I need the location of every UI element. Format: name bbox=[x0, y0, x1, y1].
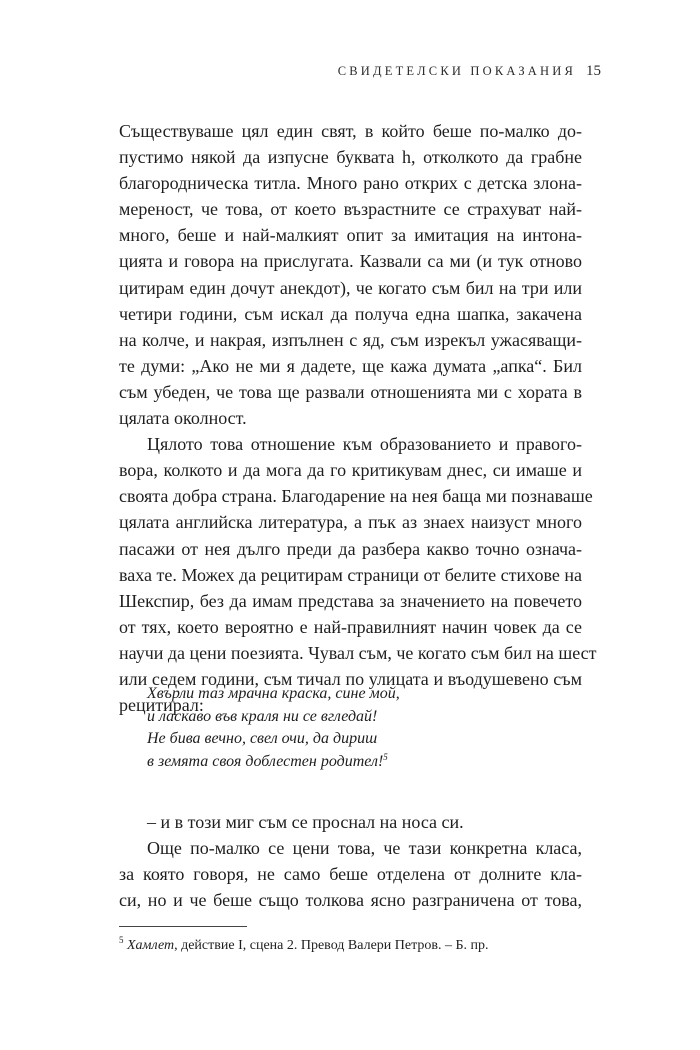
main-text-continued bbox=[119, 809, 582, 913]
text-line: вора, колкото и да мога да го критикувам днес, си имаше и bbox=[119, 460, 582, 481]
paragraph-4 bbox=[119, 835, 582, 913]
text-line: си, но и че беше също толкова ясно разграничена от това, bbox=[119, 890, 582, 911]
text-line: ваха те. Можех да рецитирам страници от белите стихове на bbox=[119, 564, 582, 585]
running-title: СВИДЕТЕЛСКИ ПОКАЗАНИЯ bbox=[337, 64, 576, 78]
text-line: пасажи от нея дълго преди да разбера какво точно означа- bbox=[119, 538, 582, 559]
main-text bbox=[119, 118, 597, 718]
verse-line-last bbox=[147, 751, 400, 774]
text-line: за която говоря, не само беше отделена от долните кла- bbox=[119, 864, 582, 885]
text-line: цитирам един дочут анекдот), че когато съм бил на три или bbox=[119, 277, 582, 298]
text-line: Шекспир, без да имам представа за значението на повечето bbox=[119, 590, 582, 611]
text-line: Още по-малко се цени това, че тази конкретна класа, bbox=[147, 838, 582, 859]
text-line: научи да цени поезията. Чувал съм, че когато съм бил на шест bbox=[119, 642, 597, 663]
text-line: цията и говора на прислугата. Казвали са ми (и тук отново bbox=[119, 251, 582, 272]
verse-line: Хвърли таз мрачна краска, сине мой, bbox=[147, 685, 400, 702]
page-number: 15 bbox=[586, 63, 601, 79]
text-line: те думи: „Ако не ми я дадете, ще кажа думата „апка“. Бил bbox=[119, 355, 582, 376]
text-line: Съществуваше цял един свят, в който беше по-малко до- bbox=[119, 121, 582, 141]
text-line: от тях, което вероятно е най-правилният начин човек да се bbox=[119, 616, 582, 637]
footnote bbox=[119, 935, 589, 954]
footnote-reference[interactable]: 5 bbox=[383, 751, 388, 762]
text-line: благородническа титла. Много рано открих с детска злона- bbox=[119, 173, 582, 194]
footnote-divider bbox=[119, 926, 247, 927]
text-line: цялата английска литература, а пък аз знаех наизуст много bbox=[119, 512, 582, 533]
text-line: много, беше и най-малкият опит за имитация на интона- bbox=[119, 225, 582, 246]
text-line: цялата околност. bbox=[119, 408, 247, 429]
text-line: или седем години, съм тичал по улицата и въодушевено съм bbox=[119, 668, 582, 689]
verse-line-text: в земята своя доблестен родител! bbox=[147, 752, 384, 770]
text-line: – и в този миг съм се проснал на носа си. bbox=[147, 812, 464, 832]
text-line: съм убеден, че това ще развали отношенията ми с хората в bbox=[119, 381, 582, 402]
footnote-marker: 5 bbox=[119, 935, 124, 945]
verse-line: Не бива вечно, свел очи, да дириш bbox=[147, 730, 378, 747]
text-line: Цялото това отношение към образованието и правого- bbox=[147, 434, 582, 455]
running-head bbox=[338, 63, 601, 80]
footnote-work-title: Хамлет bbox=[127, 938, 175, 953]
text-line: мереност, че това, от което възрастните се страхуват най- bbox=[119, 199, 582, 220]
verse-line: и ласкаво във краля ни се вгледай! bbox=[147, 707, 378, 725]
text-line: рецитирал: bbox=[119, 695, 204, 716]
text-line: на колче, и накрая, изпълнен с яд, съм изрекъл ужасяващи- bbox=[119, 329, 582, 350]
verse-quote bbox=[147, 683, 400, 773]
paragraph-3 bbox=[119, 809, 582, 835]
paragraph-1 bbox=[119, 118, 582, 431]
text-line: пустимо някой да изпусне буквата h, отколкото да грабне bbox=[119, 147, 582, 168]
text-line: четири години, съм искал да получа една шапка, закачена bbox=[119, 303, 582, 324]
footnote-text: , действие I, сцена 2. Превод Валери Петров. – Б. пр. bbox=[174, 938, 489, 953]
paragraph-2 bbox=[119, 431, 597, 718]
text-line: своята добра страна. Благодарение на нея баща ми познаваше bbox=[119, 486, 593, 507]
